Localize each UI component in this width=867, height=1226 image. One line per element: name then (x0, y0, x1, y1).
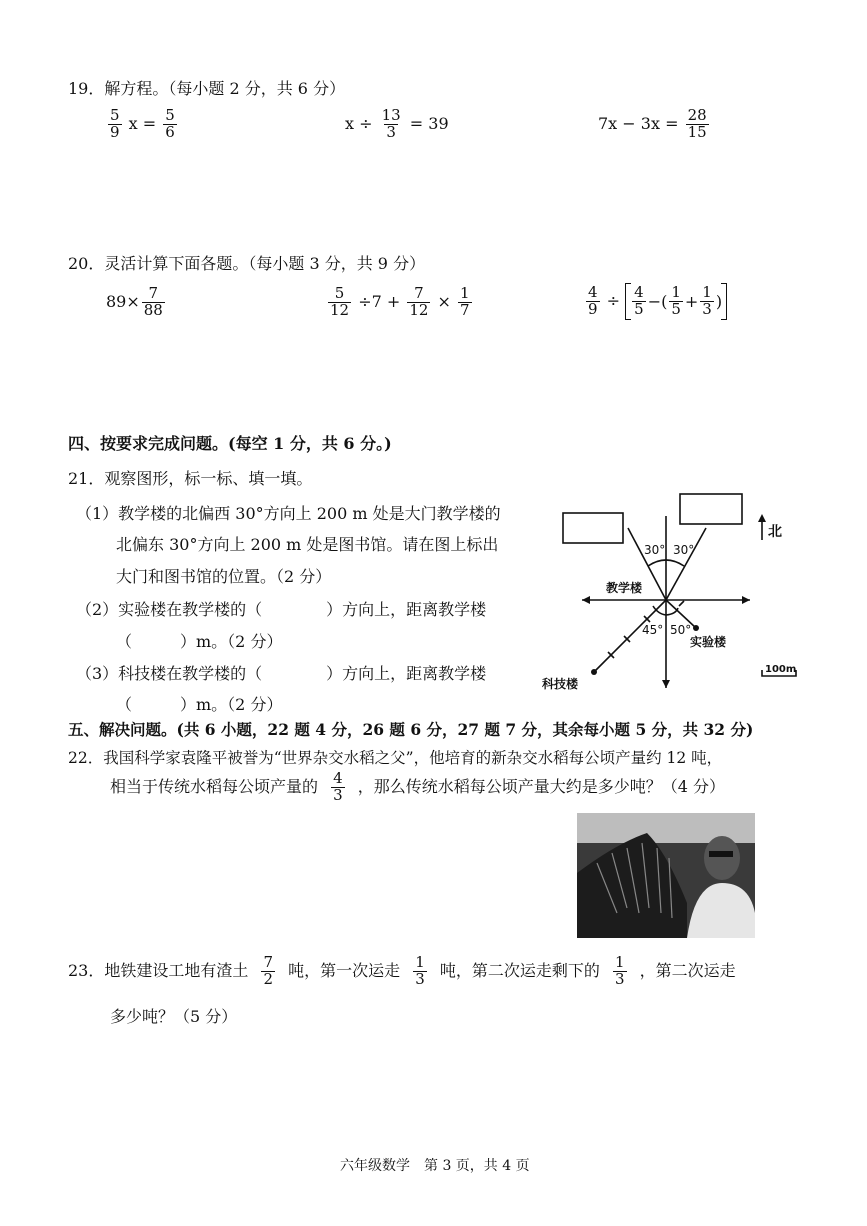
eq-text: = 39 (409, 113, 449, 133)
rice-scientist-photo (577, 813, 755, 938)
tech-building-label: 科技楼 (542, 677, 579, 691)
frac-den: 6 (165, 122, 175, 141)
q19-eq3 (598, 108, 711, 141)
answer-box-right (680, 494, 742, 524)
q21-p3-line2: （ ）m。（2 分） (116, 695, 283, 714)
q23-text: ，第二次运走 (639, 960, 736, 980)
frac-num: 5 (110, 106, 120, 124)
frac-den: 3 (386, 122, 396, 141)
lab-building-label: 实验楼 (690, 635, 727, 649)
frac-den: 15 (687, 122, 707, 141)
frac-den: 3 (614, 969, 625, 988)
eq-text: 89× (106, 291, 140, 311)
q23-line1 (68, 955, 736, 988)
eq-text: ÷ (606, 290, 621, 310)
frac-den: 5 (634, 299, 644, 318)
eq-text: −( (647, 291, 668, 311)
q23-text: 23．地铁建设工地有渣土 (68, 960, 249, 980)
north-label: 北 (768, 524, 782, 540)
q20-e1 (106, 286, 167, 319)
q20-e2 (326, 286, 474, 319)
frac-den: 88 (143, 300, 163, 319)
frac-den: 7 (460, 300, 470, 319)
eq-text: x = (128, 113, 157, 133)
q22-text: ，那么传统水稻每公顷产量大约是多少吨？（4 分） (357, 776, 726, 796)
q21-p2-line1: （2）实验楼在教学楼的（ ）方向上，距离教学楼 (76, 600, 487, 619)
scale-label: 100m (765, 664, 797, 675)
frac-num: 1 (702, 283, 712, 301)
frac-num: 5 (165, 106, 175, 124)
frac-num: 5 (334, 284, 345, 302)
eq-text: ÷7 + (358, 291, 401, 311)
frac-den: 12 (330, 300, 350, 319)
answer-box-left (563, 513, 623, 543)
q23-text: 吨，第二次运走剩下的 (439, 960, 600, 980)
q22-line1: 22．我国科学家袁隆平被誉为“世界杂交水稻之父”，他培育的新杂交水稻每公顷产量约 12 吨， (68, 749, 723, 767)
angle-label-50: 50° (670, 623, 692, 637)
frac-num: 4 (333, 769, 343, 787)
q19-title: 19．解方程。（每小题 2 分，共 6 分） (68, 79, 346, 98)
frac-num: 7 (414, 284, 424, 302)
q19-eq1 (106, 108, 179, 141)
frac-num: 4 (634, 283, 644, 301)
q21-title: 21．观察图形，标一标、填一填。 (68, 469, 313, 488)
page-footer: 六年级数学 第 3 页，共 4 页 (340, 1158, 530, 1174)
frac-num: 1 (415, 953, 425, 971)
q19-eq2 (345, 108, 449, 141)
frac-den: 9 (110, 122, 120, 141)
eq-text: x ÷ (345, 113, 373, 133)
frac-num: 28 (687, 106, 707, 124)
q22-text: 相当于传统水稻每公顷产量的 (110, 776, 319, 796)
frac-num: 1 (460, 284, 470, 302)
frac-den: 3 (702, 299, 712, 318)
q21-p2-line2: （ ）m。（2 分） (116, 632, 283, 651)
angle-label-45: 45° (642, 623, 664, 637)
q21-p1-line3: 大门和图书馆的位置。（2 分） (116, 567, 332, 586)
teaching-building-label: 教学楼 (606, 581, 643, 595)
eq-text: ) (715, 291, 723, 311)
frac-num: 1 (614, 953, 625, 971)
eq-text: + (684, 291, 699, 311)
frac-num: 7 (263, 953, 274, 971)
frac-num: 1 (671, 283, 681, 301)
frac-den: 12 (409, 300, 429, 319)
q23-text: 吨，第一次运走 (288, 960, 401, 980)
q20-e3 (584, 283, 727, 320)
q20-title: 20．灵活计算下面各题。（每小题 3 分，共 9 分） (68, 254, 426, 273)
q21-p1-line2: 北偏东 30°方向上 200 m 处是图书馆。请在图上标出 (116, 535, 499, 554)
frac-num: 7 (148, 284, 159, 302)
frac-den: 5 (671, 299, 681, 318)
q22-line2 (110, 771, 725, 804)
eq-text: × (437, 291, 451, 311)
frac-den: 2 (263, 969, 274, 988)
q21-p3-line1: （3）科技楼在教学楼的（ ）方向上，距离教学楼 (76, 664, 487, 683)
angle-label-30-right: 30° (673, 543, 695, 557)
q23-line2: 多少吨？（5 分） (110, 1007, 238, 1026)
q21-p1-line1: （1）教学楼的北偏西 30°方向上 200 m 处是大门教学楼的 (76, 504, 501, 523)
square-bracket (625, 283, 727, 320)
section4-title: 四、按要求完成问题。(每空 1 分，共 6 分。) (68, 434, 392, 453)
angle-label-30-left: 30° (644, 543, 666, 557)
section5-title: 五、解决问题。(共 6 小题，22 题 4 分，26 题 6 分，27 题 7 分，其余每小题 5 分，共 32 分) (68, 720, 754, 739)
frac-den: 9 (588, 299, 598, 318)
frac-num: 13 (381, 106, 401, 124)
direction-diagram (540, 488, 820, 700)
frac-den: 3 (415, 969, 425, 988)
eq-text: 7x − 3x = (598, 113, 679, 133)
frac-den: 3 (333, 785, 343, 804)
frac-num: 4 (588, 283, 598, 301)
